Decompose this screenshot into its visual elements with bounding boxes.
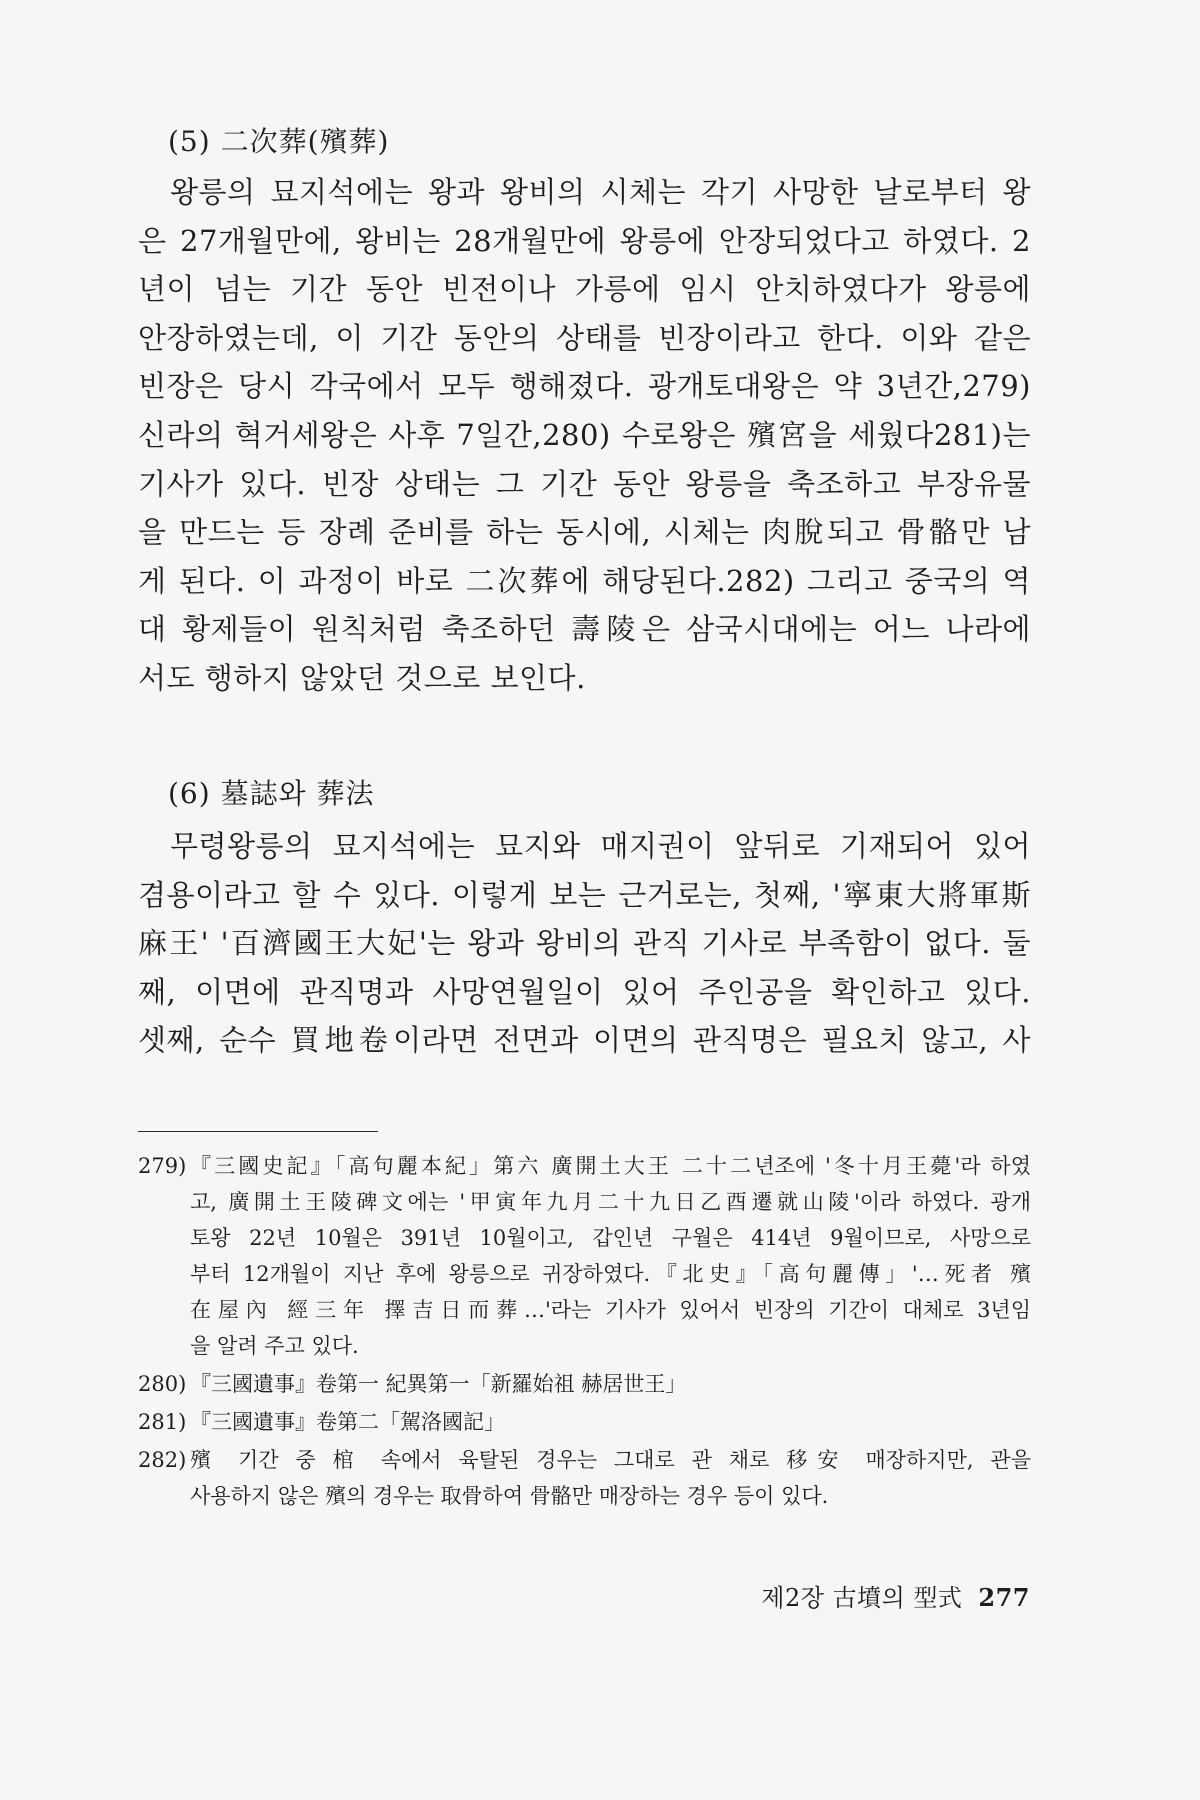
footnote-280 [138,1366,1031,1402]
body-line: 은 27개월만에, 왕비는 28개월만에 왕릉에 안장되었다고 하였다. 2 [138,223,1031,258]
footnote-line: 『三國史記』「高句麗本紀」第六 廣開土大王 二十二년조에 '冬十月王薨'라 하였 [190,1154,1031,1178]
page-number: 277 [978,1583,1030,1612]
footnote-line: 『三國遺事』卷第二「駕洛國記」 [190,1410,505,1434]
body-line: 년이 넘는 기간 동안 빈전이나 가릉에 임시 안치하였다가 왕릉에 [138,272,1031,307]
body-line: 왕릉의 묘지석에는 왕과 왕비의 시체는 각기 사망한 날로부터 왕 [170,175,1031,209]
footnote-divider [138,1131,378,1132]
section-6-body [138,822,1031,1065]
footnote-line: 을 알려 주고 있다. [190,1334,359,1358]
body-line: 게 된다. 이 과정이 바로 二次葬에 해당된다.282) 그리고 중국의 역 [138,563,1031,598]
body-line: 을 만드는 등 장례 준비를 하는 동시에, 시체는 肉脫되고 骨骼만 남 [138,515,1031,550]
section-5-heading: (5) 二次葬(殯葬) [168,125,390,158]
footnote-281 [138,1404,1031,1440]
body-line: 무령왕릉의 묘지석에는 묘지와 매지권이 앞뒤로 기재되어 있어 [170,829,1031,863]
footnote-number: 281) [138,1410,187,1434]
footnote-279 [138,1148,1031,1364]
chapter-title: 제2장 古墳의 型式 [761,1584,963,1612]
footnote-line: 사용하지 않은 殯의 경우는 取骨하여 骨骼만 매장하는 경우 등이 있다. [190,1484,829,1508]
body-line: 빈장은 당시 각국에서 모두 행해졌다. 광개토대왕은 약 3년간,279) [138,369,1031,404]
body-line: 째, 이면에 관직명과 사망연월일이 있어 주인공을 확인하고 있다. [138,974,1031,1009]
body-line: 안장하였는데, 이 기간 동안의 상태를 빈장이라고 한다. 이와 같은 [138,320,1031,355]
footnote-line: 고, 廣開土王陵碑文에는 '甲寅年九月二十九日乙酉遷就山陵'이라 하였다. 광개 [190,1190,1031,1214]
footnotes [138,1148,1031,1516]
body-line: 麻王' '百濟國王大妃'는 왕과 왕비의 관직 기사로 부족함이 없다. 둘 [138,926,1031,961]
footnote-number: 282) [138,1448,187,1472]
footnote-line: 在屋內 經三年 擇吉日而葬…'라는 기사가 있어서 빈장의 기간이 대체로 3년임 [190,1298,1031,1322]
footnote-line: 토왕 22년 10월은 391년 10월이고, 갑인년 구월은 414년 9월이므로, 사망으로 [190,1226,1031,1250]
body-line: 겸용이라고 할 수 있다. 이렇게 보는 근거로는, 첫째, '寧東大將軍斯 [138,877,1031,912]
footnote-number: 280) [138,1372,187,1396]
body-line: 기사가 있다. 빈장 상태는 그 기간 동안 왕릉을 축조하고 부장유물 [138,466,1031,501]
body-line: 신라의 혁거세왕은 사후 7일간,280) 수로왕은 殯宮을 세웠다281)는 [138,417,1031,452]
section-6-heading: (6) 墓誌와 葬法 [168,777,375,810]
footnote-line: 『三國遺事』卷第一 紀異第一「新羅始祖 赫居世王」 [190,1372,687,1396]
body-line: 대 황제들이 원칙처럼 축조하던 壽陵은 삼국시대에는 어느 나라에 [138,612,1031,647]
footnote-282 [138,1442,1031,1514]
running-footer [761,1578,1030,1613]
footnote-number: 279) [138,1154,187,1178]
body-line: 셋째, 순수 買地卷이라면 전면과 이면의 관직명은 필요치 않고, 사 [138,1023,1031,1058]
section-5-body [138,168,1031,703]
body-line: 서도 행하지 않았던 것으로 보인다. [138,660,586,695]
footnote-line: 부터 12개월이 지난 후에 왕릉으로 귀장하였다.『北史』「高句麗傳」'…死者 殯 [190,1262,1031,1286]
footnote-line: 殯 기간 중 棺 속에서 육탈된 경우는 그대로 관 채로 移安 매장하지만, 관을 [190,1448,1031,1472]
